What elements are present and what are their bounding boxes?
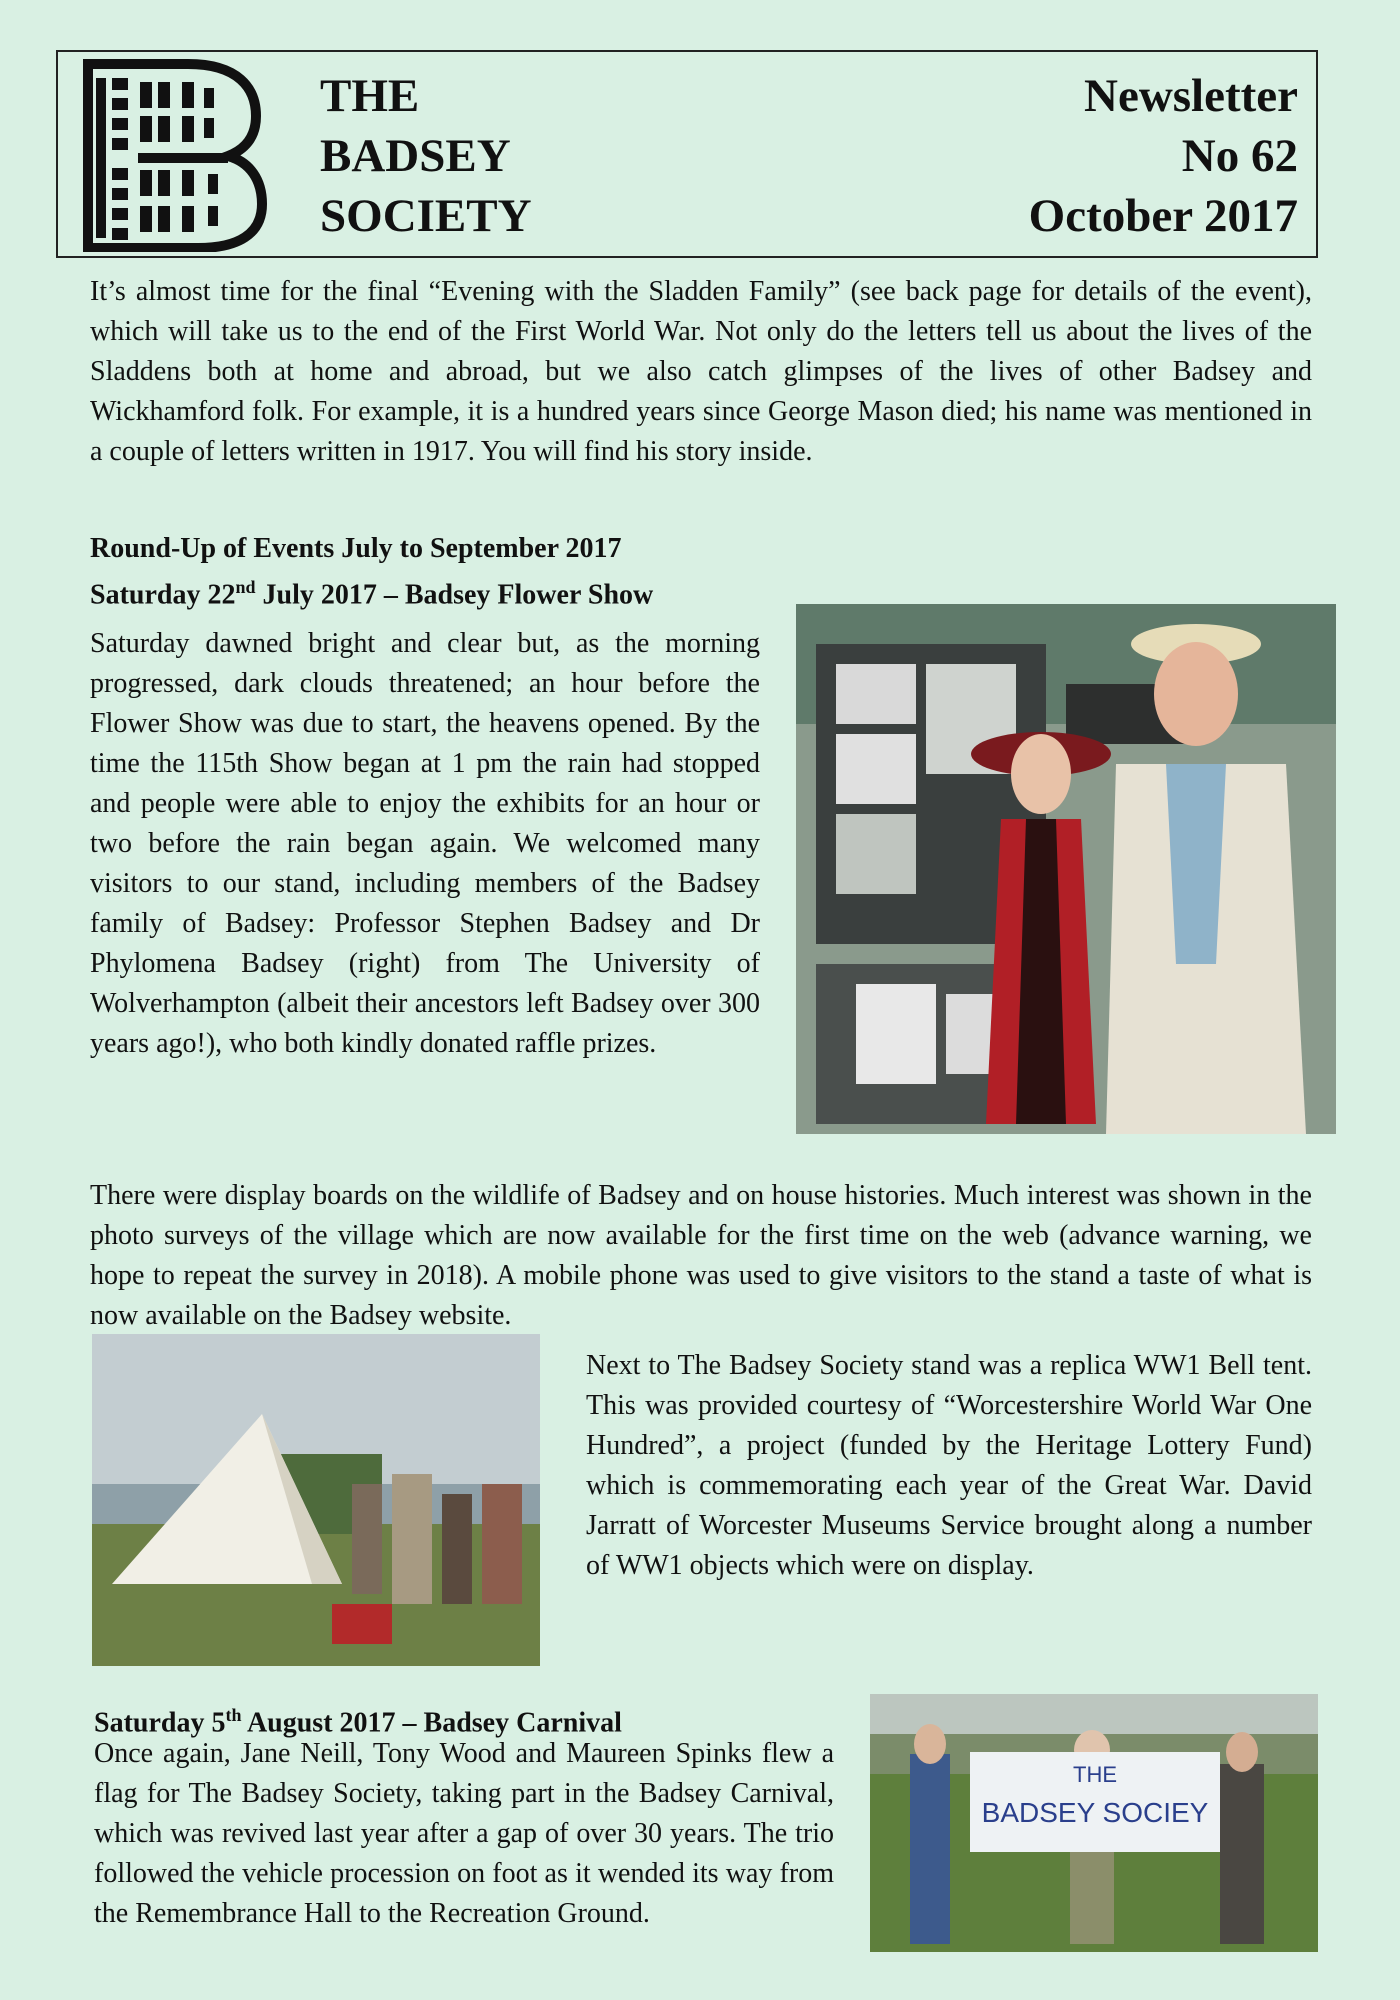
society-name-line1: THE bbox=[320, 70, 420, 122]
banner-line2: BADSEY SOCIEY bbox=[981, 1797, 1209, 1828]
society-name-line3: SOCIETY bbox=[320, 190, 532, 242]
intro-paragraph: It’s almost time for the final “Evening with the Sladden Family” (see back page for details of the event), which will take us to the end of the First World War. Not only do the letters tell us about the lives of the Sladdens both at home and abroad, but we also catch glimpses of the lives of other Badsey and Wickhamford folk. For example, it is a hundred years since George Mason died; his name was mentioned in a couple of letters written in 1917. You will find his story inside. bbox=[90, 276, 1312, 467]
carnival-heading: Saturday 5th August 2017 – Badsey Carnival bbox=[94, 1705, 622, 1739]
issue-number: No 62 bbox=[1181, 130, 1298, 182]
banner-line1: THE bbox=[1073, 1762, 1117, 1787]
issue-date: October 2017 bbox=[1028, 190, 1298, 242]
carnival-paragraph: Once again, Jane Neill, Tony Wood and Maureen Spinks flew a flag for The Badsey Society, taking part in the Badsey Carnival, which was revived last year after a gap of over 30 years. The trio followed the vehicle procession on foot as it wended its way from the Remembrance Hall to the Recreation Ground. bbox=[94, 1738, 834, 1929]
display-boards-paragraph: There were display boards on the wildlife of Badsey and on house histories. Much interest was shown in the photo surveys of the village which are now available for the first time on the web (advance warning, we hope to repeat the survey in 2018). A mobile phone was used to give visitors to the stand a taste of what is now available on the Badsey website. bbox=[90, 1180, 1312, 1331]
society-logo bbox=[78, 58, 268, 252]
bell-tent-photo bbox=[92, 1334, 540, 1666]
issue-info bbox=[1029, 66, 1298, 246]
badsey-family-photo bbox=[796, 604, 1336, 1134]
masthead bbox=[56, 50, 1318, 258]
society-name-line2: BADSEY bbox=[320, 130, 511, 182]
newsletter-label: Newsletter bbox=[1084, 70, 1298, 122]
roundup-heading: Round-Up of Events July to September 2017 bbox=[90, 533, 622, 564]
society-name bbox=[320, 66, 532, 246]
flower-show-paragraph: Saturday dawned bright and clear but, as the morning progressed, dark clouds threatened; an hour before the Flower Show was due to start, the heavens opened. By the time the 115th Show began at 1 pm the rain had stopped and people were able to enjoy the exhibits for an hour or two before the rain began again. We welcomed many visitors to our stand, including members of the Badsey family of Badsey: Professor Stephen Badsey and Dr Phylomena Badsey (right) from The University of Wolverhampton (albeit their ancestors left Badsey over 300 years ago!), who both kindly donated raffle prizes. bbox=[90, 628, 760, 1059]
carnival-photo bbox=[870, 1694, 1318, 1952]
flower-show-heading: Saturday 22nd July 2017 – Badsey Flower Show bbox=[90, 577, 654, 611]
bell-tent-paragraph: Next to The Badsey Society stand was a replica WW1 Bell tent. This was provided courtesy of “Worcestershire World War One Hundred”, a project (funded by the Heritage Lottery Fund) which is commemorating each year of the Great War. David Jarratt of Worcester Museums Service brought along a number of WW1 objects which were on display. bbox=[586, 1350, 1312, 1581]
